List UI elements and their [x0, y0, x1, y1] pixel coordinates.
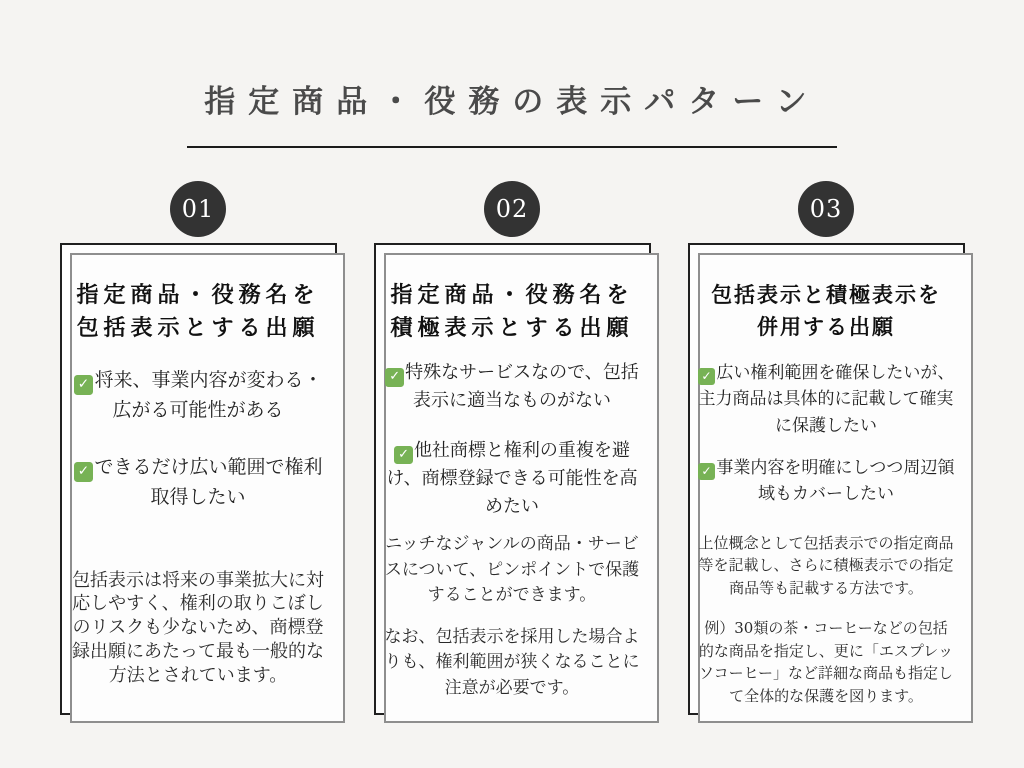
check-icon [74, 375, 94, 395]
pattern-card-1 [60, 243, 337, 715]
check-item [384, 359, 641, 415]
card-title-line: 併用する出願 [757, 313, 895, 339]
number-badge-1 [170, 181, 226, 237]
check-icon [385, 368, 404, 387]
check-text: 事業内容を明確にしつつ周辺領域もカバーしたい [716, 458, 955, 505]
card-title-line: 積極表示とする出願 [390, 315, 634, 341]
title-divider [187, 146, 837, 148]
badge-number: 02 [495, 195, 529, 223]
card-title-line: 指定商品・役務名を [76, 282, 320, 308]
pattern-column-1 [60, 181, 337, 715]
check-text: 特殊なサービスなので、包括表示に適当なものがない [405, 362, 639, 411]
number-badge-3 [798, 181, 854, 237]
check-item [384, 437, 641, 521]
badge-number: 01 [181, 195, 215, 223]
check-item [70, 365, 327, 426]
check-icon [74, 462, 94, 482]
check-icon [698, 368, 716, 386]
card-description: 包括表示は将来の事業拡大に対応しやすく、権利の取りこぼしのリスクも少ないため、商標登録出願にあたって最も一般的な方法とされています。 [72, 569, 324, 686]
pattern-card-3 [688, 243, 965, 715]
pattern-column-3 [688, 181, 965, 715]
cards-row [0, 181, 1024, 715]
card-title-line: 包括表示とする出願 [76, 315, 320, 341]
card-title [698, 279, 955, 342]
check-item [70, 452, 327, 513]
check-text: 他社商標と権利の重複を避け、商標登録できる可能性を高めたい [386, 439, 638, 517]
card-description: ニッチなジャンルの商品・サービスについて、ピンポイントで保護することができます。 [384, 534, 640, 606]
card-title-line: 指定商品・役務名を [390, 282, 634, 308]
check-text: 将来、事業内容が変わる・広がる可能性がある [94, 369, 323, 422]
badge-number: 03 [809, 195, 843, 223]
pattern-card-2 [374, 243, 651, 715]
check-text: 広い権利範囲を確保したいが、主力商品は具体的に記載して確実に保護したい [698, 363, 955, 436]
card-title [70, 279, 327, 345]
card-example: 例）30類の茶・コーヒーなどの包括的な商品を指定し、更に「エスプレッソコーヒー」など詳細な商品も指定して全体的な保護を図ります。 [698, 619, 954, 705]
check-icon [394, 446, 413, 465]
check-icon [698, 463, 716, 481]
pattern-column-2 [374, 181, 651, 715]
check-text: できるだけ広い範囲で権利取得したい [94, 455, 323, 509]
check-item [698, 360, 955, 439]
check-item [698, 455, 955, 508]
number-badge-2 [484, 181, 540, 237]
card-description: 上位概念として包括表示での指定商品等を記載し、さらに積極表示での指定商品等も記載する方法です。 [698, 533, 954, 597]
card-note: なお、包括表示を採用した場合よりも、権利範囲が狭くなることに注意が必要です。 [384, 626, 640, 698]
page-title: 指定商品・役務の表示パターン [204, 84, 820, 120]
card-title-line: 包括表示と積極表示を [711, 282, 941, 307]
card-title [384, 279, 641, 345]
